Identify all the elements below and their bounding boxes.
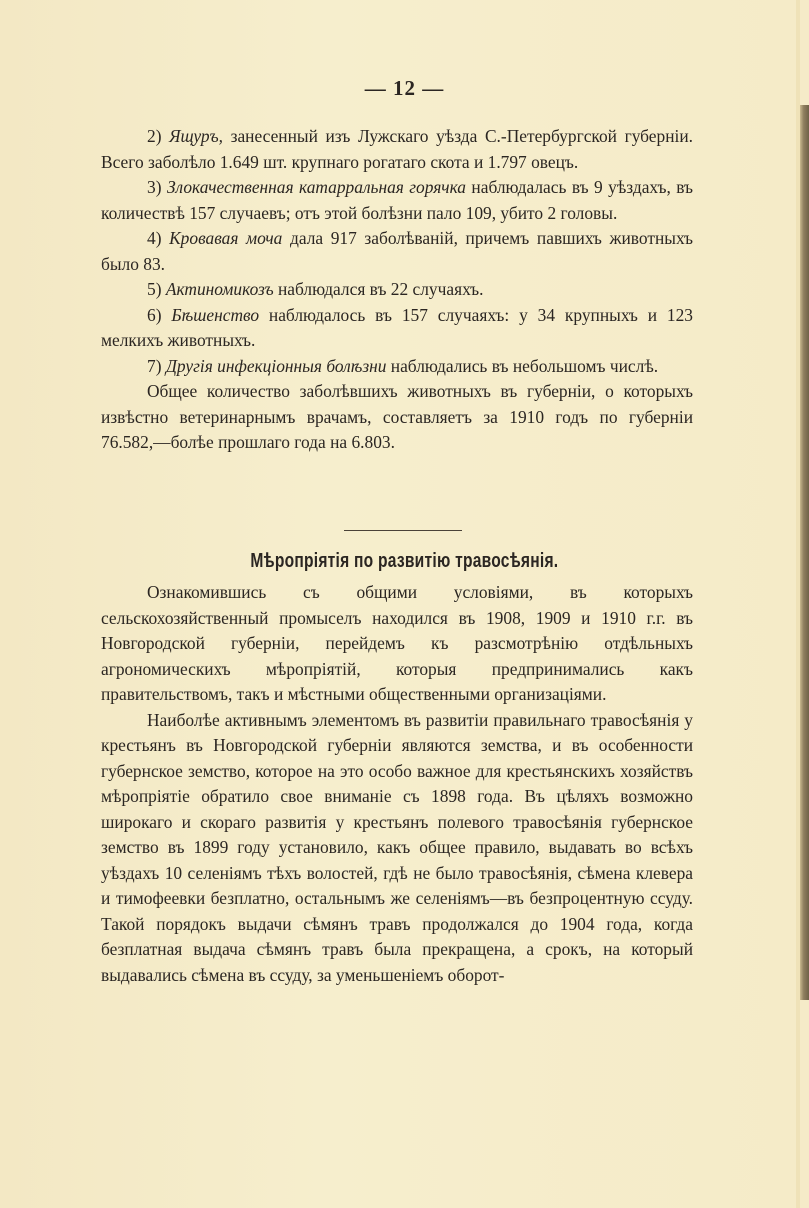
body-paragraph: Ознакомившись съ общими условіями, въ которыхъ сельскохозяйственный промыселъ находился въ 1908, 1909 и 1910 г.г. въ Новгородской губерніи, перейдемъ къ разсмотрѣнію отдѣльныхъ агрономическихъ мѣропріятій, которыя предпринимались какъ правительствомъ, такъ и мѣстными общественными организаціями.: [101, 582, 693, 704]
list-item-number: 6): [147, 304, 162, 325]
list-item: [101, 354, 693, 380]
section-body: [101, 580, 693, 988]
binding-shadow: [800, 105, 809, 1000]
list-item: [101, 124, 693, 175]
list-item: [101, 303, 693, 354]
list-item-text: наблюдалась въ 9 уѣздахъ, въ количествѣ 157 случаевъ; отъ этой болѣзни пало 109, убито 2 головы.: [101, 177, 693, 223]
list-item-term: Ящуръ,: [169, 126, 223, 146]
summary-paragraph: Общее количество заболѣвшихъ животныхъ въ губерніи, о которыхъ извѣстно ветеринарнымъ врачамъ, составляетъ за 1910 годъ по губерніи 76.582,—болѣе прошлаго года на 6.803.: [101, 381, 693, 452]
list-item-number: 5): [147, 279, 162, 299]
list-item-text: наблюдалось въ 157 случаяхъ: у 34 крупныхъ и 123 мелкихъ животныхъ.: [101, 304, 693, 350]
page-number: — 12 —: [364, 76, 445, 100]
list-item-text: дала 917 заболѣваній, причемъ павшихъ животныхъ было 83.: [101, 228, 693, 274]
body-paragraph: Наиболѣе активнымъ элементомъ въ развитіи правильнаго травосѣянія у крестьянъ въ Новгородской губерніи являются земства, и въ особенности губернское земство, которое на это особо важное для крестьянскихъ хозяйствъ мѣропріятіе обратило свое вниманіе съ 1898 года. Въ цѣляхъ возможно широкаго и скораго развитія у крестьянъ полевого травосѣянія губернское земство въ 1899 году установило, какъ общее правило, выдавать во всѣхъ уѣздахъ 10 селеніямъ тѣхъ волостей, гдѣ не было травосѣянія, сѣмена клевера и тимофеевки безплатно, остальнымъ же селеніямъ—въ безпроцентную ссуду. Такой порядокъ выдачи сѣмянъ травъ продолжался до 1904 года, когда безплатная выдача сѣмянъ травъ была прекращена, а срокъ, на который выдавались сѣмена въ ссуду, за уменьшеніемъ оборот-: [101, 709, 693, 985]
list-item-text: занесенный изъ Лужскаго уѣзда С.-Петербургской губерніи. Всего заболѣло 1.649 шт. крупнаго рогатаго скота и 1.797 овецъ.: [101, 126, 694, 172]
list-item: [101, 277, 693, 303]
list-item-number: 7): [147, 355, 162, 376]
list-item-text: наблюдался въ 22 случаяхъ.: [273, 279, 484, 299]
list-item-term: Другія инфекціонныя болѣзни: [165, 355, 387, 376]
list-item-number: 3): [147, 177, 162, 197]
list-item-number: 4): [147, 228, 162, 248]
disease-list: [101, 124, 693, 456]
list-item-number: 2): [147, 126, 162, 146]
section-heading: Мѣропріятія по развитію травосѣянія.: [250, 550, 559, 572]
list-item: [101, 175, 693, 226]
list-item-term: Актиномикозъ: [165, 279, 274, 299]
list-item-term: Бѣшенство: [171, 304, 260, 325]
list-item-term: Кровавая моча: [169, 228, 283, 248]
list-item-term: Злокачественная катарральная горячка: [166, 177, 466, 197]
section-divider: [344, 530, 462, 531]
list-item-text: наблюдались въ небольшомъ числѣ.: [386, 355, 659, 376]
list-item: [101, 226, 693, 277]
